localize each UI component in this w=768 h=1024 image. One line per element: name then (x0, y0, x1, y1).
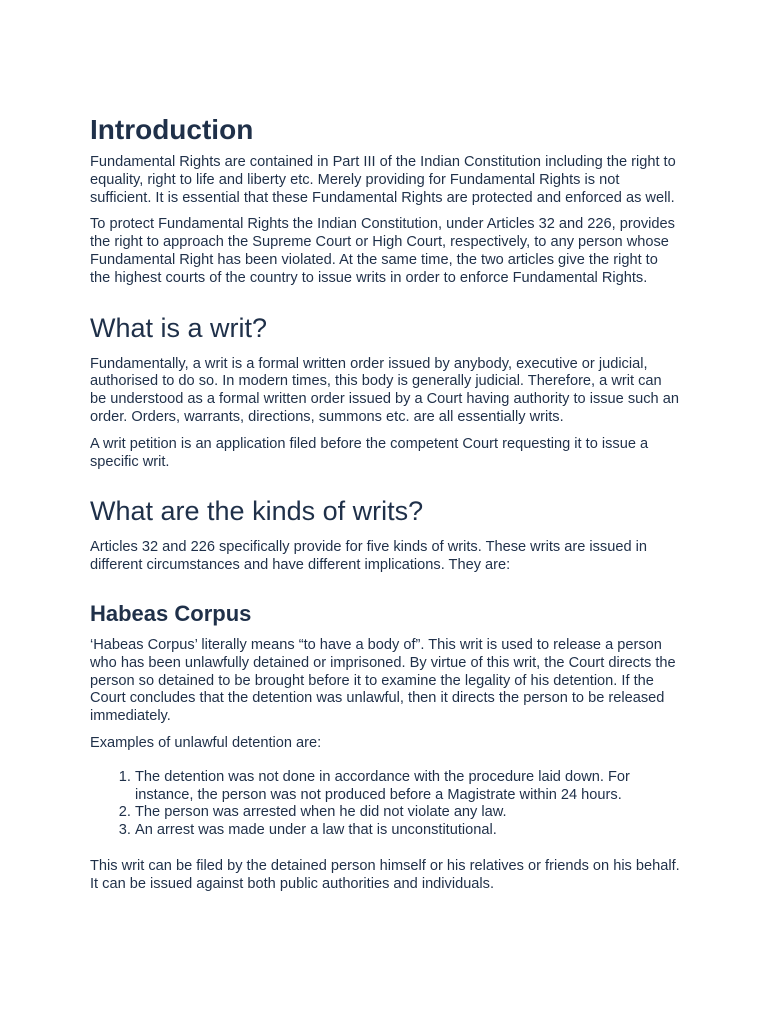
habeas-paragraph-1: ‘Habeas Corpus’ literally means “to have a body of”. This writ is used to release a person who has been unlawfully detained or imprisoned. By virtue of this writ, the Court directs the person so detained to be brought before it to examine the legality of his detention. If the Court concludes that the detention was unlawful, then it directs the person to be released immediately. (90, 636, 676, 725)
heading-habeas-corpus: Habeas Corpus (90, 600, 252, 626)
habeas-paragraph-3: This writ can be filed by the detained person himself or his relatives or friends on his behalf. It can be issued against both public authorities and individuals. (90, 857, 680, 892)
list-item: 2. The person was arrested when he did not violate any law. (135, 804, 680, 822)
writ-paragraph-2: A writ petition is an application filed before the competent Court requesting it to issue a specific writ. (90, 435, 649, 470)
unlawful-detention-list (90, 769, 680, 840)
document-page (90, 110, 680, 903)
habeas-paragraph-2: Examples of unlawful detention are: (90, 734, 322, 751)
kinds-paragraph-1: Articles 32 and 226 specifically provide for five kinds of writs. These writs are issued in different circumstances and have different implications. They are: (90, 539, 647, 574)
intro-paragraph-1: Fundamental Rights are contained in Part III of the Indian Constitution including the right to equality, right to life and liberty etc. Merely providing for Fundamental Rights is not sufficient. It is essential that these Fundamental Rights are protected and enforced as well. (90, 154, 676, 206)
heading-introduction: Introduction (90, 114, 254, 145)
list-item: 3. An arrest was made under a law that is unconstitutional. (135, 822, 680, 840)
list-item: 1. The detention was not done in accordance with the procedure laid down. For instance, the person was not produced before a Magistrate within 24 hours. (135, 769, 680, 805)
heading-kinds-of-writs: What are the kinds of writs? (90, 496, 424, 527)
intro-paragraph-2: To protect Fundamental Rights the Indian Constitution, under Articles 32 and 226, provides the right to approach the Supreme Court or High Court, respectively, to any person whose Fundamental Right has been violated. At the same time, the two articles give the right to the highest courts of the country to issue writs in order to enforce Fundamental Rights. (90, 216, 675, 286)
heading-what-is-a-writ: What is a writ? (90, 312, 268, 343)
writ-paragraph-1: Fundamentally, a writ is a formal written order issued by anybody, executive or judicial, authorised to do so. In modern times, this body is generally judicial. Therefore, a writ can be understood as a formal written order issued by a Court having authority to issue such an order. Orders, warrants, directions, summons etc. are all essentially writs. (90, 355, 679, 425)
